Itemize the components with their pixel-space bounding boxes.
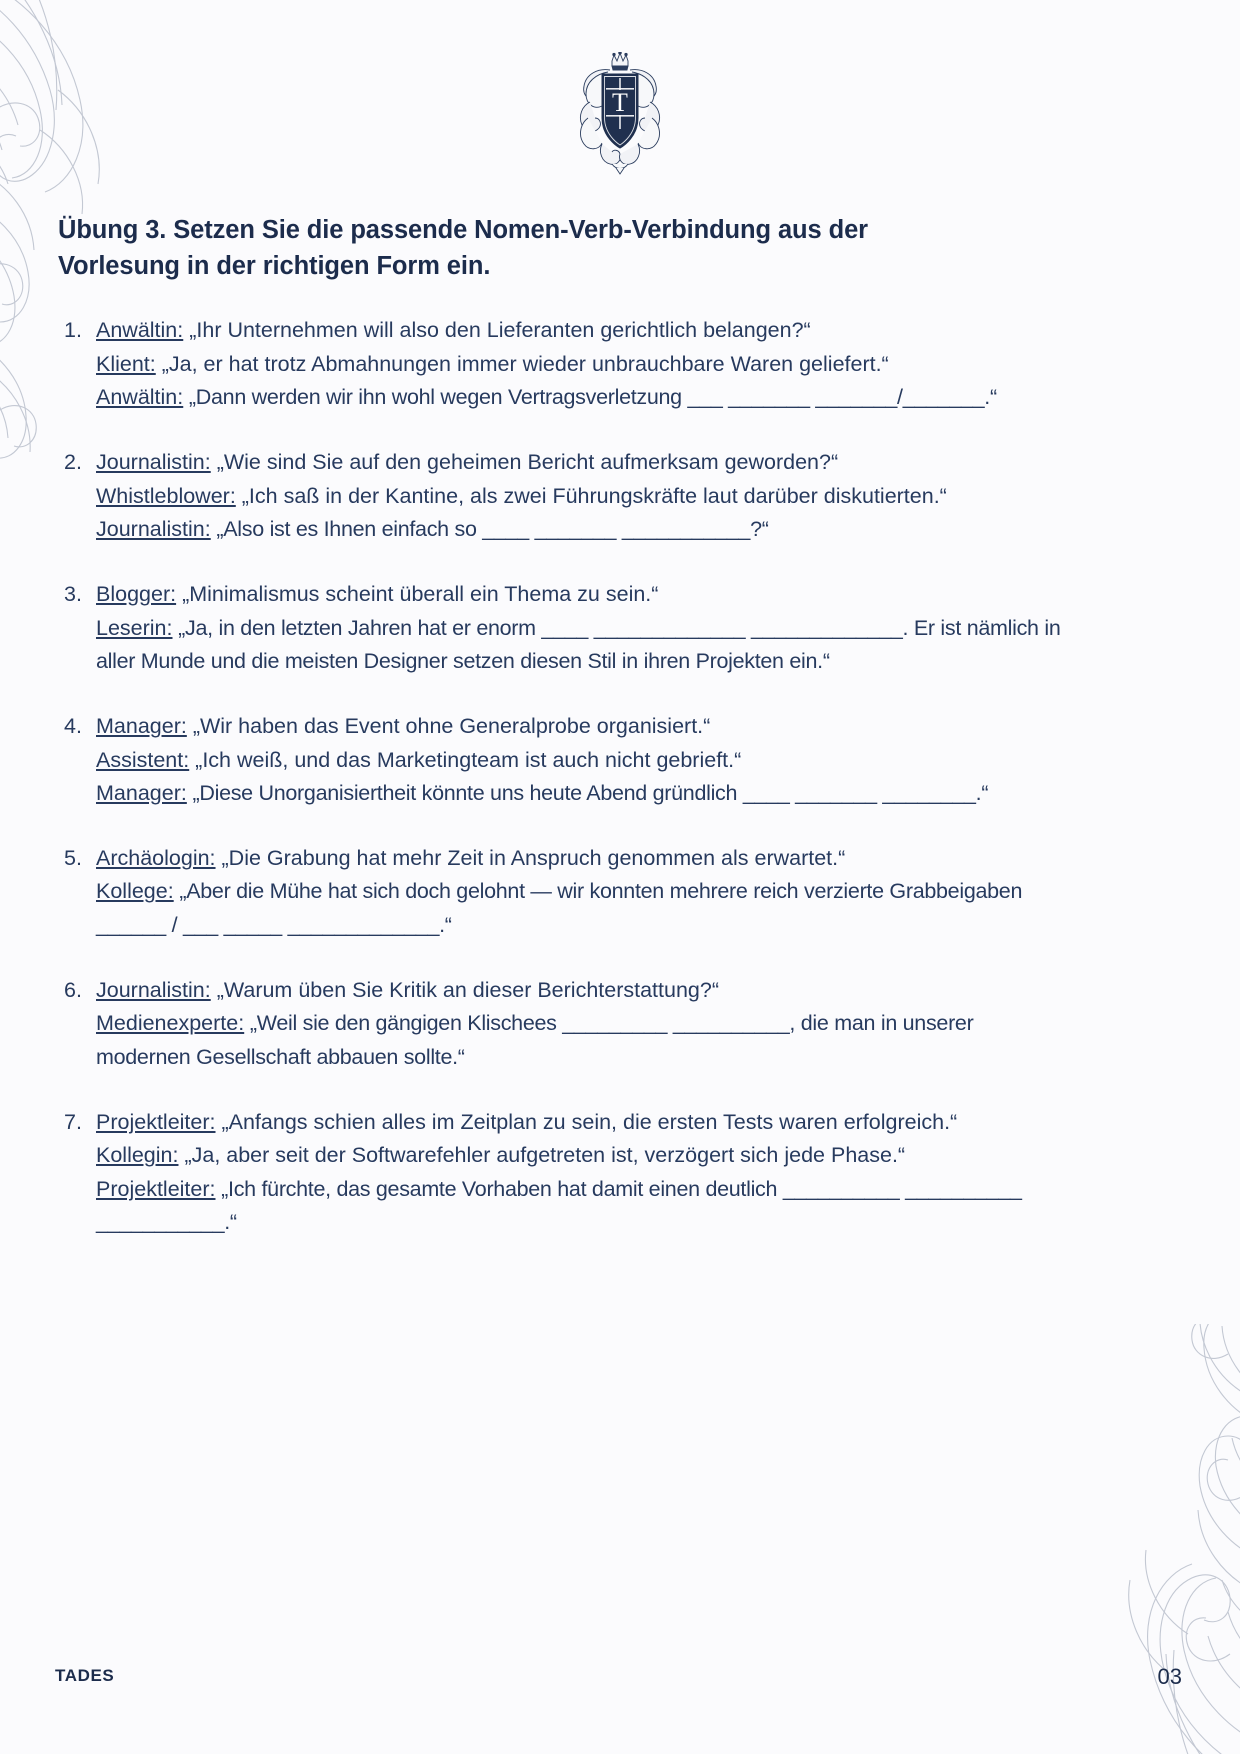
speaker-label: Journalistin:: [96, 450, 211, 475]
dialogue-line: [96, 578, 1068, 611]
dialogue-text-with-blanks: „Weil sie den gängigen Klischees _________ __________, die man in unserer modernen Gesellschaft abbauen sollte.“: [96, 1011, 974, 1069]
dialogue-text: „Ich saß in der Kantine, als zwei Führungskräfte laut darüber diskutierten.“: [235, 483, 947, 508]
exercise-item: [58, 1106, 1068, 1239]
dialogue-text: „Wie sind Sie auf den geheimen Bericht aufmerksam geworden?“: [210, 450, 839, 475]
speaker-label: Projektleiter:: [96, 1110, 216, 1135]
dialogue-text: „Wir haben das Event ohne Generalprobe organisiert.“: [186, 714, 711, 739]
exercise-item: [58, 842, 1068, 942]
dialogue-text: „Die Grabung hat mehr Zeit in Anspruch genommen als erwartet.“: [215, 846, 846, 871]
exercise-number: 5.: [64, 846, 82, 871]
exercise-item: [58, 446, 1068, 546]
dialogue-line: [96, 513, 1068, 546]
ornament-bottom-right-icon: [950, 1324, 1240, 1754]
exercise-number: 1.: [64, 318, 82, 343]
speaker-label: Projektleiter:: [96, 1176, 216, 1201]
dialogue-line: [96, 480, 1068, 513]
exercise-number: 7.: [64, 1110, 82, 1135]
speaker-label: Manager:: [96, 780, 187, 805]
exercise-number: 3.: [64, 582, 82, 607]
dialogue-line: [96, 777, 1068, 810]
speaker-label: Kollegin:: [96, 1143, 179, 1168]
dialogue-text: „Ihr Unternehmen will also den Lieferanten gerichtlich belangen?“: [183, 318, 811, 343]
exercise-number: 4.: [64, 714, 82, 739]
dialogue-line: [96, 1106, 1068, 1139]
speaker-label: Whistleblower:: [96, 483, 236, 508]
svg-text:T: T: [612, 88, 628, 117]
exercise-item: [58, 578, 1068, 678]
dialogue-text: „Anfangs schien alles im Zeitplan zu sein, die ersten Tests waren erfolgreich.“: [215, 1110, 958, 1135]
dialogue-line: [96, 348, 1068, 381]
dialogue-text-with-blanks: „Ich fürchte, das gesamte Vorhaben hat damit einen deutlich __________ __________ ___________.“: [96, 1176, 1022, 1234]
dialogue-text: „Ich weiß, und das Marketingteam ist auch nicht gebrieft.“: [189, 747, 742, 772]
dialogue-text-with-blanks: „Aber die Mühe hat sich doch gelohnt — wir konnten mehrere reich verzierte Grabbeigaben ______ / ___ _____ _____________.“: [96, 879, 1023, 937]
speaker-label: Kollege:: [96, 879, 174, 904]
dialogue-text-with-blanks: „Diese Unorganisiertheit könnte uns heute Abend gründlich ____ _______ ________.“: [186, 780, 989, 805]
dialogue-line: [96, 1007, 1068, 1074]
logo-container: [0, 52, 1240, 176]
speaker-label: Anwältin:: [96, 385, 184, 410]
speaker-label: Anwältin:: [96, 318, 184, 343]
dialogue-text-with-blanks: „Dann werden wir ihn wohl wegen Vertragsverletzung ___ _______ _______/_______.“: [183, 385, 997, 410]
dialogue-line: [96, 974, 1068, 1007]
heraldic-crest-shield-icon: [572, 52, 668, 176]
dialogue-line: [96, 1139, 1068, 1172]
exercise-item: [58, 974, 1068, 1074]
exercise-number: 2.: [64, 450, 82, 475]
dialogue-line: [96, 381, 1068, 414]
page-title: Übung 3. Setzen Sie die passende Nomen-Verb-Verbindung aus der Vorlesung in der richtigen Form ein.: [58, 216, 868, 281]
dialogue-line: [96, 744, 1068, 777]
speaker-label: Leserin:: [96, 615, 173, 640]
speaker-label: Journalistin:: [96, 516, 211, 541]
speaker-label: Klient:: [96, 351, 156, 376]
dialogue-text: „Minimalismus scheint überall ein Thema zu sein.“: [176, 582, 659, 607]
dialogue-line: [96, 446, 1068, 479]
dialogue-text: „Ja, er hat trotz Abmahnungen immer wieder unbrauchbare Waren geliefert.“: [155, 351, 889, 376]
speaker-label: Archäologin:: [96, 846, 216, 871]
dialogue-line: [96, 875, 1068, 942]
speaker-label: Journalistin:: [96, 978, 211, 1003]
exercise-item: [58, 710, 1068, 810]
dialogue-text-with-blanks: „Ja, in den letzten Jahren hat er enorm ____ _____________ _____________. Er ist nämlich in aller Munde und die meisten Designer setzen diesen Stil in ihren Projekten ein.“: [96, 615, 1061, 673]
dialogue-line: [96, 314, 1068, 347]
dialogue-text-with-blanks: „Also ist es Ihnen einfach so ____ _______ ___________?“: [210, 516, 769, 541]
dialogue-line: [96, 1173, 1068, 1240]
speaker-label: Assistent:: [96, 747, 190, 772]
speaker-label: Manager:: [96, 714, 187, 739]
worksheet-content: [58, 212, 1068, 1271]
footer-brand: TADES: [55, 1666, 115, 1685]
page-number: 03: [1157, 1664, 1182, 1689]
dialogue-line: [96, 842, 1068, 875]
exercise-list: [58, 314, 1068, 1239]
dialogue-text: „Warum üben Sie Kritik an dieser Berichterstattung?“: [210, 978, 719, 1003]
dialogue-line: [96, 710, 1068, 743]
dialogue-text: „Ja, aber seit der Softwarefehler aufgetreten ist, verzögert sich jede Phase.“: [178, 1143, 906, 1168]
speaker-label: Blogger:: [96, 582, 177, 607]
dialogue-line: [96, 612, 1068, 679]
speaker-label: Medienexperte:: [96, 1011, 245, 1036]
exercise-number: 6.: [64, 978, 82, 1003]
exercise-item: [58, 314, 1068, 414]
